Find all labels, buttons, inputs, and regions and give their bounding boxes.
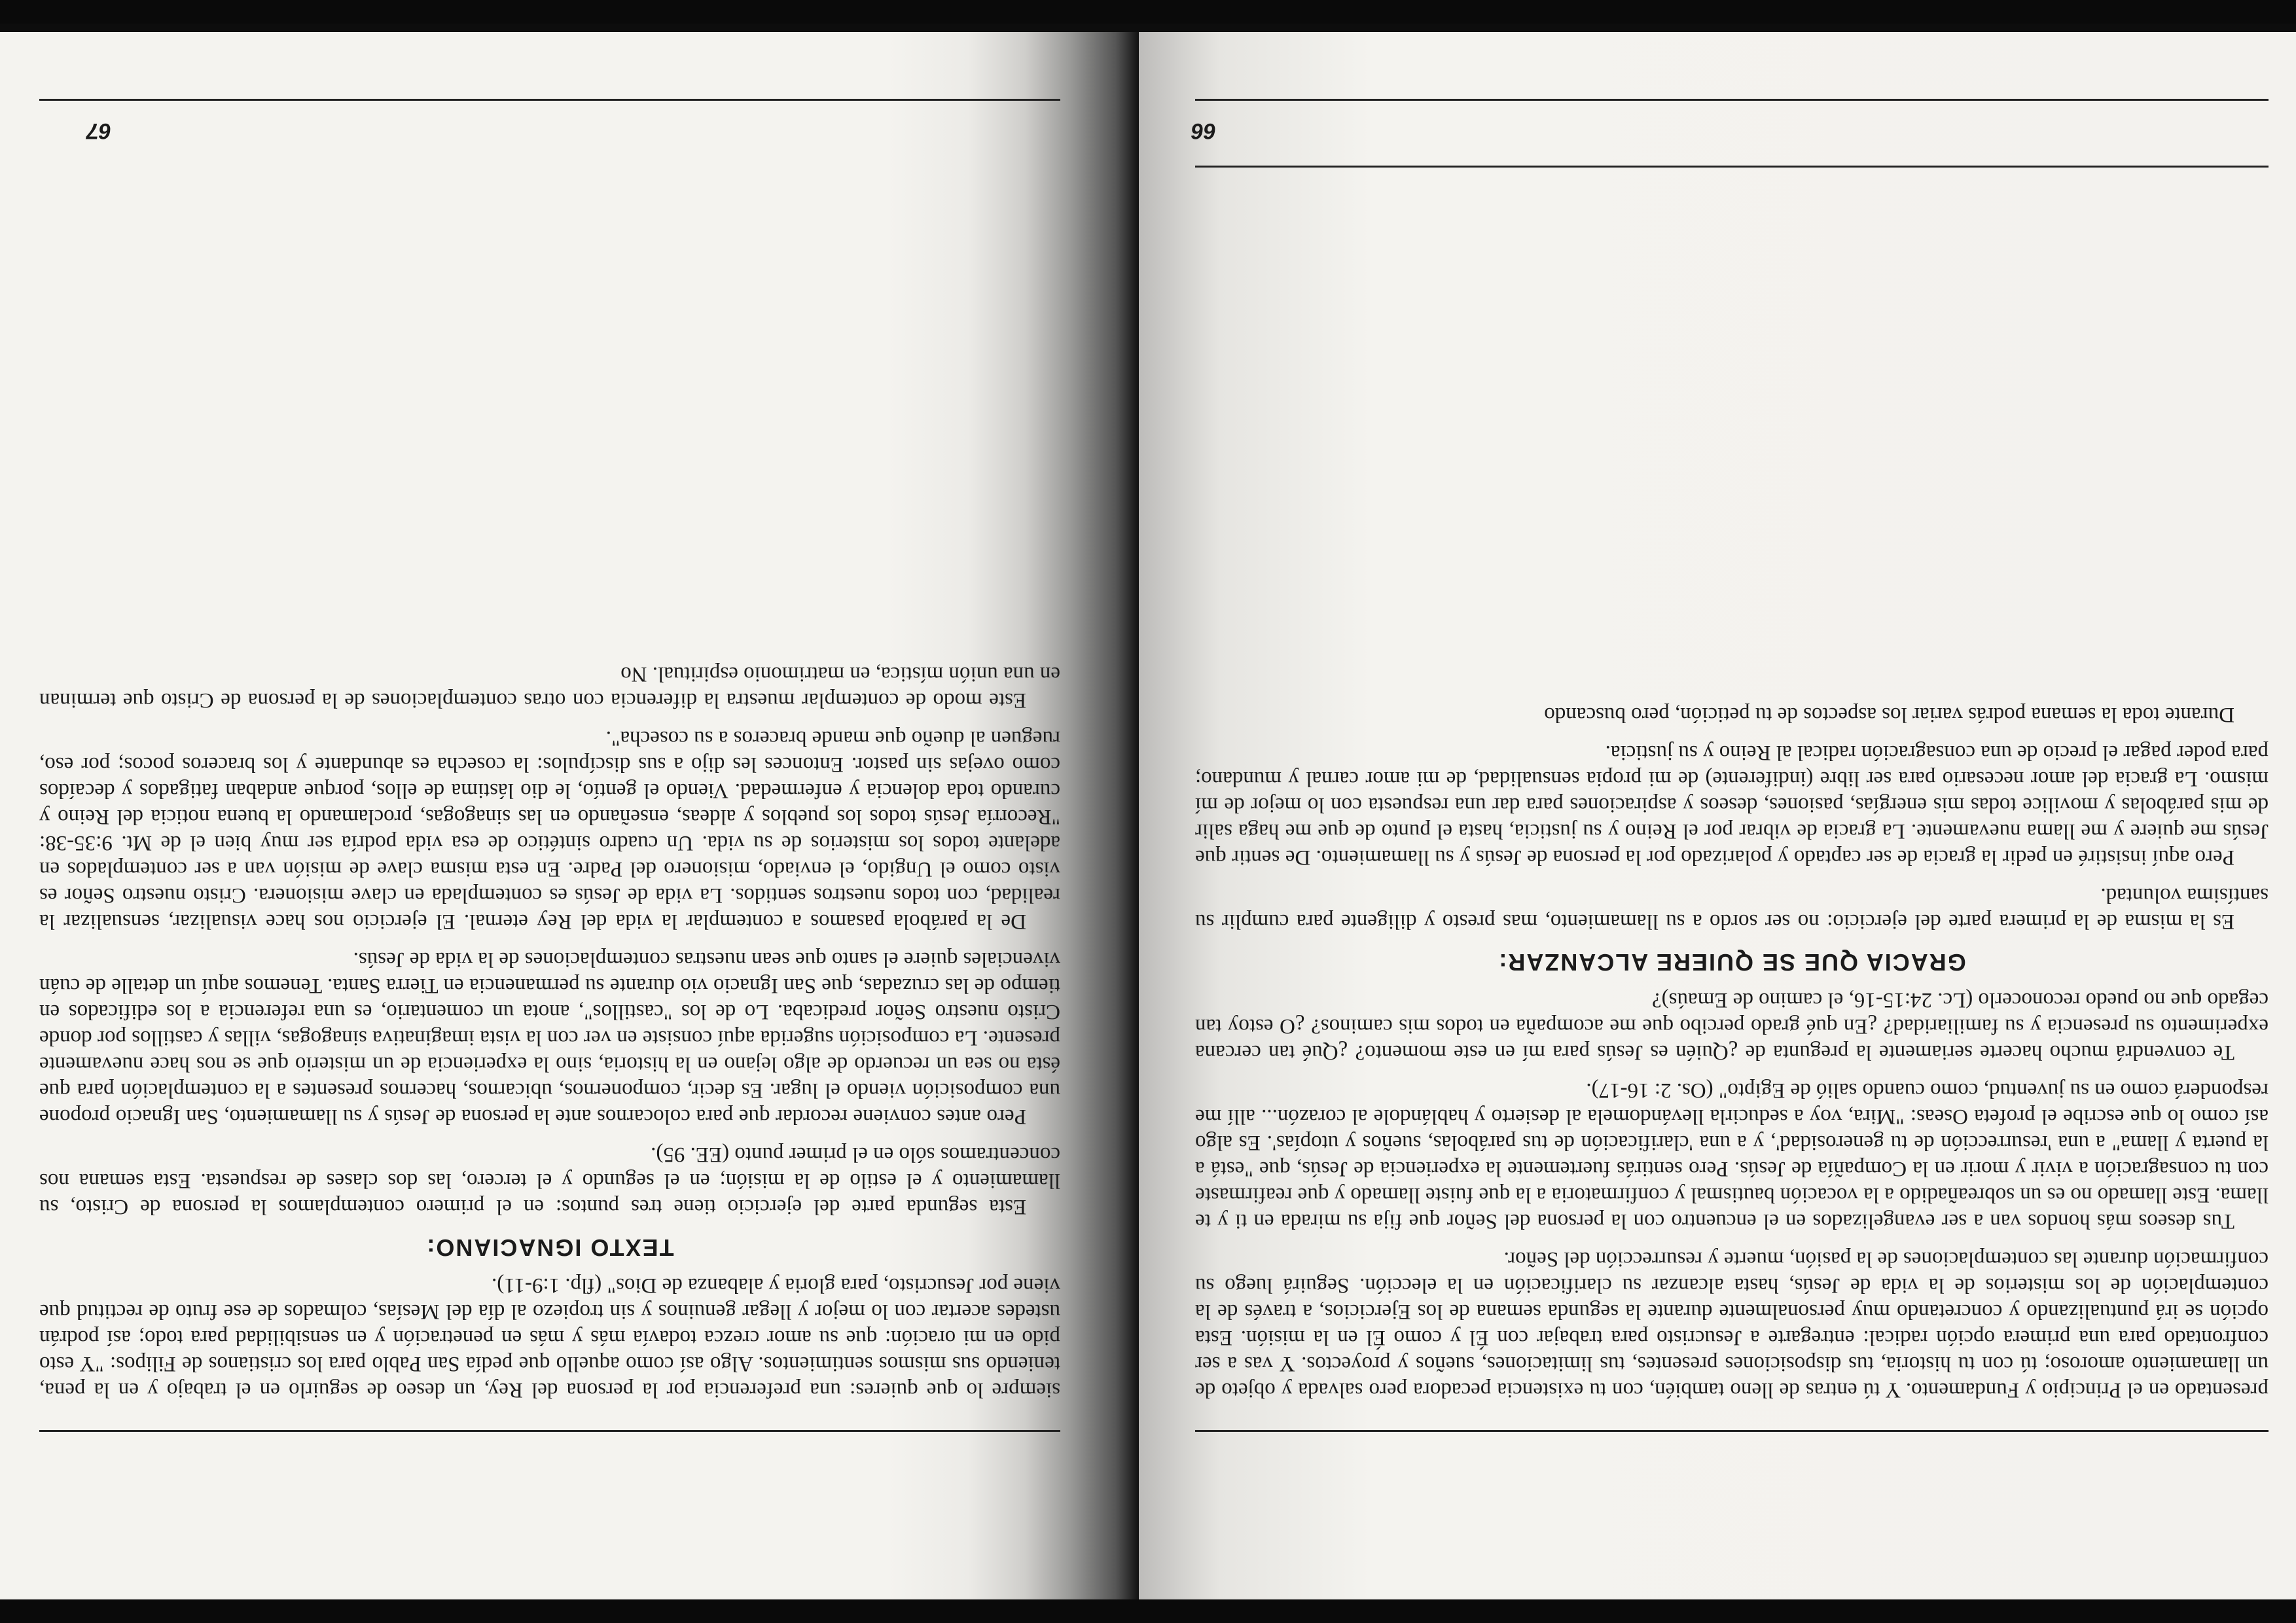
bottom-rule <box>1195 166 2269 168</box>
paragraph: Esta segunda parte del ejercicio tiene tres puntos: en el primero contemplamos la persona de Cristo, su llamamiento y el estilo de la misión; en el segundo y el tercero, las dos clases de respuesta. Esta semana nos concentramos sólo en el primer punto (EE. 95). <box>39 1143 1060 1219</box>
header-rule <box>1195 1430 2269 1432</box>
page-66-text <box>1195 690 2269 1403</box>
section-heading: GRACIA QUE SE QUIERE ALCANZAR: <box>1498 949 1966 976</box>
paragraph: Tus deseos más hondos van a ser evangelizados en el encuentro con la persona del Señor que fija su mirada en ti y te llama. Este llamado no es un sobreañadido a la vocación bautismal y confirmatoria a la que fuiste llamado y que reafirmaste con tu consagración a vivir y morir en la Compañía de Jesús. Pero sentirás fuertemente la experiencia de Jesús, que "está a la puerta y llama" a una 'resurrección de tu generosidad', y a una 'clarificación de tus parábolas, sueños y utopías'. Es algo así como lo que escribe el profeta Oseas: "Mira, voy a seducirla llevándomela al desierto y hablándole al corazón... allí me responderá como en su juventud, como cuando salió de Egipto" (Os. 2: 16-17). <box>1195 1079 2269 1233</box>
paragraph: Te convendrá mucho hacerte seriamente la pregunta de ¿Quién es Jesús para mí en este momento? ¿Qué tan cercana experimento su presencia y su familiaridad? ¿En qué grado percibo que me acompaña en todos mis caminos? ¿O estoy tan cegado que no puedo reconocerlo (Lc. 24:15-16, el camino de Emaús)? <box>1195 988 2269 1064</box>
page-66 <box>1139 32 2296 1599</box>
paragraph: De la parábola pasamos a contemplar la vida del Rey eternal. El ejercicio nos hace visualizar, sensualizar la realidad, con todos nuestros sentidos. La vida de Jesús es contemplada en clave misionera. Cristo nuestro Señor es visto como el Ungido, el enviado, misionero del Padre. En esta misma clave de misión van a ser contemplados en adelante todos los misterios de su vida. Un cuadro sintético de esa vida podría ser muy bien el de Mt. 9:35-38: "Recorría Jesús todos los pueblos y aldeas, enseñando en las sinagogas, proclamando la buena noticia del Reino y curando toda dolencia y enfermedad. Viendo el gentío, le dio lástima de ellos, porque andaban fatigados y decaídos como ovejas sin pastor. Entonces les dijo a sus discípulos: la cosecha es abundante y los braceros pocos; por eso, rueguen al dueño que mande braceros a su cosecha". <box>39 726 1060 933</box>
paragraph: Durante toda la semana podrás variar los aspectos de tu petición, pero buscando <box>1544 703 2234 726</box>
paragraph: siempre lo que quieres: una preferencia por la persona del Rey, un deseo de seguirlo en el trabajo y en la pena, teniendo sus mismos sentimientos. Algo así como aquello que pedía San Pablo para los cristianos de Filipos: "Y esto pido en mi oración: que su amor crezca todavía más y más en penetración y en sensibilidad para todo; así podrán ustedes acertar con lo mejor y llegar genuinos y sin tropiezo al día del Mesías, colmados de ese fruto de rectitud que viene por Jesucristo, para gloria y alabanza de Dios" (flp. 1:9-11). <box>39 1274 1060 1402</box>
header-rule <box>39 1430 1060 1432</box>
paragraph: presentado en el Principio y Fundamento. Y tú entras de lleno también, con tu existencia pecadora pero salvada y objeto de un llamamiento amoroso; tú con tu historia, tus disposiciones presentes, tus limitaciones, sueños y proyectos. Y vas a ser confrontado para una primera opción radical: entregarte a Jesucristo para trabajar con Él y como Él en la misión. Esta opción se irá puntualizando y concretando muy personalmente durante la segunda semana de los Ejercicios, a través de la contemplación de los misterios de la vida de Jesús, hasta alcanzar su clarificación en la elección. Seguirá luego su confirmación durante las contemplaciones de la pasión, muerte y resurrección del Señor. <box>1195 1247 2269 1402</box>
page-67 <box>0 32 1139 1599</box>
page-number: 66 <box>1191 118 1216 143</box>
paragraph: Este modo de contemplar muestra la diferencia con otras contemplaciones de la persona de Cristo que terminan en una unión mística, en matrimonio espiritual. No <box>39 662 1060 712</box>
top-rule <box>39 99 1060 101</box>
paragraph: Pero aquí insistiré en pedir la gracia de ser captado y polarizado por la persona de Jesús y su llamamiento. De sentir que Jesús me quiere y me llama nuevamente. La gracia de vibrar por el Reino y su justicia, hasta el punto de que me haga salir de mis parábolas y movilice todas mis energías, pasiones, deseos y aspiraciones para dar una respuesta con lo mejor de mí mismo. La gracia del amor necesario para ser libre (indiferente) de mi propia sensualidad, de mi amor carnal y mundano; para poder pagar el precio de una consagración radical al Reino y su justicia. <box>1195 741 2269 869</box>
page-number: 67 <box>86 118 111 143</box>
paragraph: Es la misma de la primera parte del ejercicio: no ser sordo a su llamamiento, mas presto y diligente para cumplir su santísima voluntad. <box>1195 883 2269 933</box>
page-67-text <box>39 649 1060 1403</box>
top-rule <box>1195 99 2269 101</box>
paragraph: Pero antes conviene recordar que para colocarnos ante la persona de Jesús y su llamamiento, San Ignacio propone una composición viendo el lugar. Es decir, componernos, ubicarnos, hacernos presentes a la contemplación para que ésta no sea un recuerdo de algo lejano en la historia, sino la experiencia de un misterio que se nos hace nuevamente presente. La composición sugerida aquí consiste en ver con la vista imaginativa sinagogas, villas y castillos por donde Cristo nuestro Señor predicaba. Lo de los "castillos", anota un comentario, es una referencia a los edificados en tiempo de las cruzadas, que San Ignacio vio durante su permanencia en Tierra Santa. Tenemos aquí un detalle de cuán vivenciales quiere el santo que sean nuestras contemplaciones de la vida de Jesús. <box>39 948 1060 1128</box>
section-heading: TEXTO IGNACIANO: <box>425 1234 674 1261</box>
